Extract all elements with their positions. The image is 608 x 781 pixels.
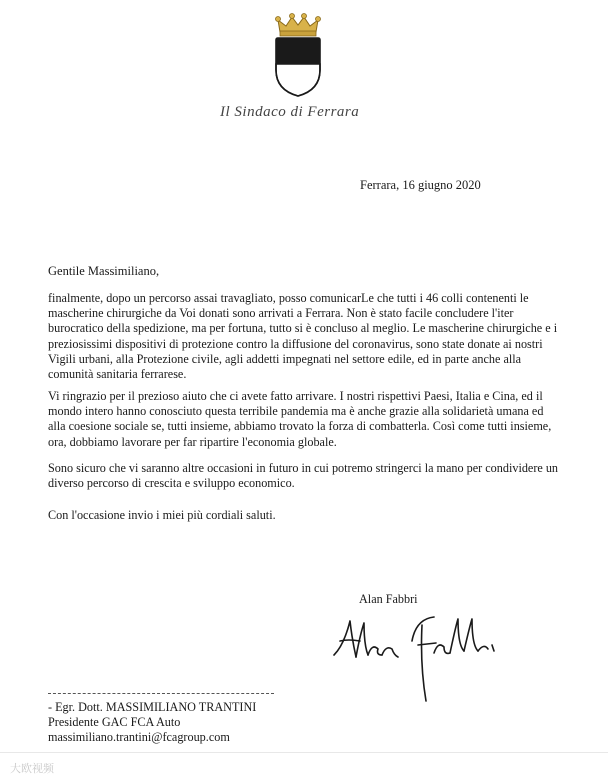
divider-line: [48, 693, 274, 694]
paragraph-2: Vi ringrazio per il prezioso aiuto che ci avete fatto arrivare. I nostri rispettivi Paesi, Italia e Cina, ed il mondo intero hanno conosciuto questa terribile pandemia ma è anche grazie alla solidarietà umana ed alla coesione sociale se, tutti insieme, abbiamo trovato la forza di combatterla. Così come tutti insieme, ora, dobbiamo lavorare per far ripartire l'economia globale.: [48, 389, 552, 449]
closing: Con l'occasione invio i miei più cordiali saluti.: [48, 508, 276, 522]
signer-name: Alan Fabbri: [359, 592, 418, 606]
recipient-email: massimiliano.trantini@fcagroup.com: [48, 730, 230, 745]
footer-rule: [0, 752, 608, 753]
greeting: Gentile Massimiliano,: [48, 264, 160, 278]
recipient-name: - Egr. Dott. MASSIMILIANO TRANTINI: [48, 700, 257, 714]
recipient-title: Presidente GAC FCA Auto: [48, 715, 181, 730]
watermark: 大欧视频: [10, 762, 54, 775]
paragraph-1: finalmente, dopo un percorso assai travagliato, posso comunicarLe che tutti i 46 colli contenenti le mascherine chirurgiche da Voi donati sono arrivati a Ferrara. Non è stato facile concludere l'iter burocratico della spedizione, ma per fortuna, tutto si è concluso al meglio. Le mascherine chirurgiche e i preziosissimi dispositivi di protezione contro la diffusione del coronavirus, sono state donate ai nostri Vigili urbani, alla Protezione civile, agli addetti impegnati nel settore edile, ed in parte anche alla comunità sanitaria ferrarese.: [48, 291, 558, 382]
paragraph-3: Sono sicuro che vi saranno altre occasioni in futuro in cui potremo stringerci la mano per condividere un diverso percorso di crescita e sviluppo economico.: [48, 461, 559, 491]
crest-icon: [268, 12, 328, 98]
signature: [326, 605, 502, 705]
mayor-title: Il Sindaco di Ferrara: [220, 104, 360, 120]
recipient-block: [48, 700, 256, 746]
letter-date: Ferrara, 16 giugno 2020: [360, 178, 481, 192]
